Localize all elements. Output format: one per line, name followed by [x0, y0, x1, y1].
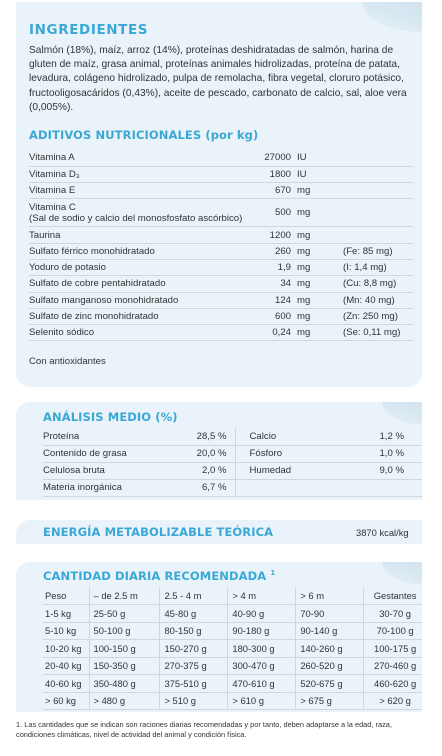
additive-unit: IU: [295, 150, 343, 166]
corner-fold-decoration: [382, 562, 422, 584]
daily-amount-table: [43, 587, 422, 710]
additive-unit: mg: [295, 292, 343, 308]
ingredients-panel: [16, 2, 422, 387]
additive-value: 1,9: [257, 259, 295, 275]
analysis-panel: [16, 402, 422, 500]
additive-name-text: Vitamina A: [29, 152, 75, 164]
daily-amount-cell: > 620 g: [364, 692, 422, 710]
additive-value: 124: [257, 292, 295, 308]
additive-name-text: Vitamina E: [29, 185, 76, 197]
additive-name: [29, 183, 257, 199]
additive-name: [29, 259, 257, 275]
additive-equivalent: [343, 227, 413, 243]
daily-amount-cell: 70-90: [296, 605, 364, 623]
daily-amount-cell: 25-50 g: [89, 605, 160, 623]
daily-amount-cell: 270-460 g: [364, 657, 422, 675]
daily-amount-cell: 90-140 g: [296, 622, 364, 640]
daily-amount-cell: 40-60 kg: [43, 675, 89, 693]
analysis-value: 9,0 %: [339, 462, 422, 479]
daily-amount-cell: 350-480 g: [89, 675, 160, 693]
additive-equivalent: [343, 199, 413, 227]
daily-amount-cell: 30-70 g: [364, 605, 422, 623]
additive-value: 1200: [257, 227, 295, 243]
ingredients-text: Salmón (18%), maíz, arroz (14%), proteínas deshidratadas de salmón, harina de gluten de maíz, grasa animal, proteínas animales hidrolizadas, proteína de patata, levadura, colágeno hidrolizado, pulpa de remolacha, fibra vegetal, cloruro potásico, fructooligosacáridos (0,43%), aceite de pescado, carbonato de calcio, sal, aloe vera (0,005%).: [29, 45, 407, 113]
additive-row: [29, 325, 413, 341]
daily-amount-cell: 270-375 g: [160, 657, 228, 675]
additive-name: [29, 276, 257, 292]
daily-amount-cell: 180-300 g: [228, 640, 296, 658]
daily-amount-header: > 4 m: [228, 587, 296, 605]
daily-amount-title-text: CANTIDAD DIARIA RECOMENDADA: [43, 569, 267, 583]
additive-equivalent: [343, 183, 413, 199]
daily-amount-cell: 50-100 g: [89, 622, 160, 640]
additive-name-text: Sulfato de zinc monohidratado: [29, 311, 159, 323]
analysis-title: ANÁLISIS MEDIO (%): [43, 410, 178, 424]
additive-unit: mg: [295, 308, 343, 324]
analysis-table: [43, 428, 422, 497]
additive-name-text: Taurina: [29, 229, 61, 241]
additive-row: [29, 183, 413, 199]
analysis-value: 2,0 %: [163, 462, 235, 479]
ingredients-title: INGREDIENTES: [29, 22, 149, 38]
analysis-label: [235, 479, 339, 496]
analysis-label: Humedad: [235, 462, 339, 479]
additive-equivalent: [343, 150, 413, 166]
daily-amount-cell: 470-610 g: [228, 675, 296, 693]
additive-unit: IU: [295, 166, 343, 182]
energy-panel: [16, 520, 422, 544]
daily-amount-cell: > 675 g: [296, 692, 364, 710]
additive-name-text: Selenito sódico: [29, 327, 95, 339]
footnote: 1. Las cantidades que se indican son raciones diarias recomendadas y por tanto, deben adaptarse a la edad, raza, condiciones climáticas, nivel de actividad del animal y condición física.: [16, 720, 392, 739]
additive-name-text: Vitamina D₃: [29, 168, 80, 180]
analysis-row: [43, 479, 422, 496]
additive-value: 260: [257, 243, 295, 259]
energy-value: 3870 kcal/kg: [356, 527, 409, 538]
antioxidants-note: Con antioxidantes: [29, 356, 106, 367]
additive-row: [29, 259, 413, 275]
additive-name-text: Vitamina C: [29, 201, 76, 213]
additive-name: [29, 243, 257, 259]
analysis-label: Contenido de grasa: [43, 445, 163, 462]
daily-amount-header: Peso: [43, 587, 89, 605]
additive-value: 1800: [257, 166, 295, 182]
daily-amount-cell: > 510 g: [160, 692, 228, 710]
daily-amount-header: – de 2.5 m: [89, 587, 160, 605]
energy-title: ENERGÍA METABOLIZABLE TEÓRICA: [43, 525, 274, 539]
analysis-label: Fósforo: [235, 445, 339, 462]
daily-amount-footnote-mark: 1: [270, 569, 276, 578]
daily-amount-cell: 100-150 g: [89, 640, 160, 658]
additive-unit: mg: [295, 199, 343, 227]
daily-amount-row: [43, 675, 422, 693]
additive-name-text: Sulfato férrico monohidratado: [29, 245, 155, 257]
daily-amount-row: [43, 692, 422, 710]
analysis-label: Proteína: [43, 428, 163, 445]
analysis-value: 1,2 %: [339, 428, 422, 445]
additive-value: 600: [257, 308, 295, 324]
additive-name: [29, 199, 257, 227]
daily-amount-row: [43, 640, 422, 658]
additive-name: [29, 166, 257, 182]
daily-amount-cell: 20-40 kg: [43, 657, 89, 675]
daily-amount-cell: 150-270 g: [160, 640, 228, 658]
analysis-label: Celulosa bruta: [43, 462, 163, 479]
additive-name: [29, 227, 257, 243]
daily-amount-cell: 45-80 g: [160, 605, 228, 623]
daily-amount-cell: 5-10 kg: [43, 622, 89, 640]
daily-amount-header: 2.5 - 4 m: [160, 587, 228, 605]
daily-amount-cell: 1-5 kg: [43, 605, 89, 623]
daily-amount-cell: 40-90 g: [228, 605, 296, 623]
daily-amount-cell: 520-675 g: [296, 675, 364, 693]
analysis-row: [43, 445, 422, 462]
analysis-label: Materia inorgánica: [43, 479, 163, 496]
additive-value: 670: [257, 183, 295, 199]
additive-name: [29, 150, 257, 166]
daily-amount-cell: 90-180 g: [228, 622, 296, 640]
daily-amount-cell: 300-470 g: [228, 657, 296, 675]
additive-name-text: Sulfato manganoso monohidratado: [29, 294, 179, 306]
additive-row: [29, 276, 413, 292]
daily-amount-row: [43, 622, 422, 640]
daily-amount-cell: 10-20 kg: [43, 640, 89, 658]
additive-unit: mg: [295, 276, 343, 292]
analysis-row: [43, 462, 422, 479]
additive-row: [29, 243, 413, 259]
additive-name-text: Sulfato de cobre pentahidratado: [29, 278, 166, 290]
additive-unit: mg: [295, 325, 343, 341]
additive-unit: mg: [295, 183, 343, 199]
daily-amount-cell: 140-260 g: [296, 640, 364, 658]
additive-row: [29, 166, 413, 182]
corner-fold-decoration: [362, 2, 422, 32]
analysis-value: 6,7 %: [163, 479, 235, 496]
daily-amount-header-row: [43, 587, 422, 605]
analysis-label: Calcio: [235, 428, 339, 445]
additive-name-text: Yoduro de potasio: [29, 262, 106, 274]
additive-name-detail: (Sal de sodio y calcio del monosfosfato ascórbico): [29, 212, 243, 224]
daily-amount-cell: 460-620 g: [364, 675, 422, 693]
additive-unit: mg: [295, 243, 343, 259]
daily-amount-cell: > 480 g: [89, 692, 160, 710]
additive-equivalent: (Fe: 85 mg): [343, 243, 413, 259]
daily-amount-cell: 70-100 g: [364, 622, 422, 640]
additive-name: [29, 292, 257, 308]
additive-equivalent: (Zn: 250 mg): [343, 308, 413, 324]
daily-amount-cell: > 610 g: [228, 692, 296, 710]
additive-row: [29, 150, 413, 166]
daily-amount-panel: [16, 562, 422, 712]
additive-equivalent: [343, 166, 413, 182]
additive-unit: mg: [295, 227, 343, 243]
analysis-value: 28,5 %: [163, 428, 235, 445]
corner-fold-decoration: [382, 402, 422, 424]
additive-equivalent: (Cu: 8,8 mg): [343, 276, 413, 292]
additive-value: 27000: [257, 150, 295, 166]
daily-amount-cell: > 60 kg: [43, 692, 89, 710]
additive-unit: mg: [295, 259, 343, 275]
analysis-row: [43, 428, 422, 445]
daily-amount-cell: 375-510 g: [160, 675, 228, 693]
daily-amount-cell: 260-520 g: [296, 657, 364, 675]
additive-row: [29, 227, 413, 243]
analysis-value: 1,0 %: [339, 445, 422, 462]
additive-row: [29, 199, 413, 227]
daily-amount-header: Gestantes: [364, 587, 422, 605]
additive-equivalent: (Se: 0,11 mg): [343, 325, 413, 341]
additives-table: [29, 150, 413, 341]
daily-amount-cell: 150-350 g: [89, 657, 160, 675]
daily-amount-row: [43, 657, 422, 675]
analysis-value: 20,0 %: [163, 445, 235, 462]
additive-name: [29, 308, 257, 324]
additive-equivalent: (I: 1,4 mg): [343, 259, 413, 275]
daily-amount-row: [43, 605, 422, 623]
analysis-value: [339, 479, 422, 496]
daily-amount-header: > 6 m: [296, 587, 364, 605]
additive-value: 34: [257, 276, 295, 292]
additive-row: [29, 292, 413, 308]
daily-amount-title: [43, 569, 275, 583]
additive-value: 500: [257, 199, 295, 227]
additive-value: 0,24: [257, 325, 295, 341]
additive-equivalent: (Mn: 40 mg): [343, 292, 413, 308]
daily-amount-cell: 100-175 g: [364, 640, 422, 658]
additive-name: [29, 325, 257, 341]
daily-amount-cell: 80-150 g: [160, 622, 228, 640]
additives-title: ADITIVOS NUTRICIONALES (por kg): [29, 128, 259, 142]
additive-row: [29, 308, 413, 324]
